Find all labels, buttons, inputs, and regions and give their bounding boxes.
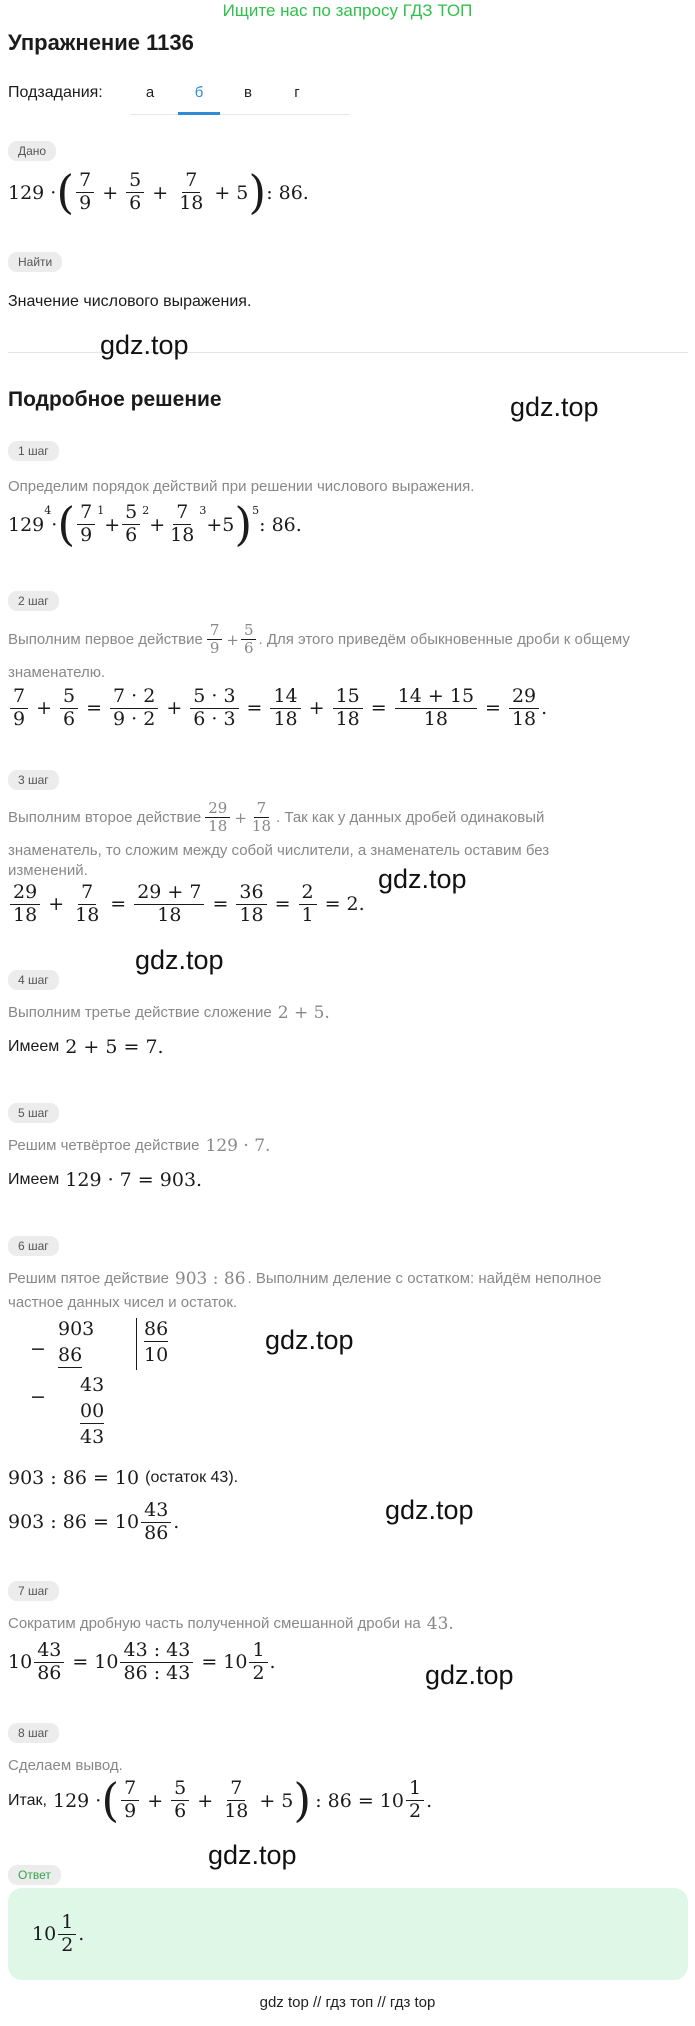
step-5-result-expr: 129 · 7 = 903.: [65, 1169, 203, 1191]
step-3-badge: 3 шаг: [8, 770, 59, 790]
step-4-result-word: Имеем: [8, 1038, 60, 1055]
answer-badge: Ответ: [8, 1865, 61, 1885]
step-2-text: Выполним первое действие $\frac{7}{9}$ + $\frac{5}{6}$ . Для этого приведём обыкновенные дроби к общему: [8, 621, 630, 658]
division-remainder-1: 43: [80, 1374, 105, 1396]
answer-value: 10 $\frac{1}{2}$ .: [32, 1911, 85, 1956]
watermark: gdz.top: [510, 392, 599, 422]
step-8-badge: 8 шаг: [8, 1723, 59, 1743]
division-subtract-1: 86: [58, 1344, 83, 1366]
tab-a[interactable]: а: [145, 84, 155, 101]
step-5-inline-expr: 129 · 7.: [205, 1136, 271, 1156]
answer-numerator: 1: [58, 1912, 76, 1935]
tab-v[interactable]: в: [244, 84, 252, 101]
page-title: Упражнение 1136: [8, 30, 194, 55]
division-quotient: 10: [144, 1344, 169, 1366]
step-3-text-b: . Так как у данных дробей одинаковый: [276, 808, 545, 826]
step-1-badge: 1 шаг: [8, 441, 59, 461]
watermark: gdz.top: [385, 1495, 474, 1525]
step-3-text-c: знаменатель, то сложим между собой числители, а знаменатель оставим без: [8, 842, 550, 859]
step-3-text-d: изменений.: [8, 862, 88, 879]
step-5-result: [8, 1169, 202, 1191]
step-5-text-a: Решим четвёртое действие: [8, 1137, 200, 1154]
long-division: − 903 86 86 10 − 43 00 43: [30, 1318, 169, 1448]
solution-title: Подробное решение: [8, 388, 222, 411]
step-4-text-a: Выполним третье действие сложение: [8, 1004, 272, 1021]
given-badge: Дано: [8, 141, 56, 161]
given-expression-end: : 86.: [266, 181, 309, 204]
step-8-result: Итак, 129 · ( $\frac{7}{9}$ + $\frac{5}{6}$ + $\frac{7}{18}$ + 5 ) : 86 = 10 $\frac{1}{2}$ .: [8, 1774, 433, 1827]
step-8-result-word: Итак,: [8, 1791, 47, 1809]
step-8-result-end: : 86 = 10: [315, 1789, 404, 1812]
step-6-line-1-note: (остаток 43).: [145, 1469, 239, 1486]
step-6-text-c: частное данных чисел и остаток.: [8, 1294, 238, 1311]
step-5-text: [8, 1133, 270, 1159]
search-banner[interactable]: Ищите нас по запросу ГДЗ ТОП: [222, 1, 473, 20]
tab-g[interactable]: г: [294, 84, 300, 101]
step-3-expression: $\frac{29}{18}$ + $\frac{7}{18}$ = $\frac{29 + 7}{18}$ = $\frac{36}{18}$ = $\frac{2}{1}$ = 2.: [8, 882, 365, 927]
step-1-expression: 129 4 · ( $\frac{7}{9}$ 1 + $\frac{5}{6}$ 2 + $\frac{7}{18}$ 3 + 5 ) 5 : 86.: [8, 498, 302, 551]
step-4-text: [8, 1000, 330, 1026]
step-6-text-a: Решим пятое действие: [8, 1270, 169, 1287]
step-5-result-word: Имеем: [8, 1171, 60, 1188]
answer-denominator: 2: [61, 1933, 74, 1956]
find-text: Значение числового выражения.: [8, 293, 252, 310]
step-2-text-c: знаменателю.: [8, 664, 106, 681]
step-4-badge: 4 шаг: [8, 970, 59, 990]
step-8-text: Сделаем вывод.: [8, 1757, 123, 1774]
division-divisor: 86: [144, 1318, 169, 1340]
step-7-text: [8, 1611, 454, 1637]
step-6-text-b: . Выполним деление с остатком: найдём неполное: [247, 1270, 602, 1287]
watermark: gdz.top: [208, 1840, 297, 1870]
find-badge: Найти: [8, 252, 62, 272]
step-4-result: [8, 1036, 164, 1058]
given-expression: 129 · ( $\frac{7}{9}$ + $\frac{5}{6}$ + $\frac{7}{18}$ + 5 ) : 86.: [8, 166, 309, 219]
watermark: gdz.top: [378, 864, 467, 894]
step-6-text: [8, 1266, 601, 1292]
watermark: gdz.top: [100, 330, 189, 360]
step-2-text-a: Выполним первое действие: [8, 630, 203, 648]
step-6-line-1: [8, 1467, 238, 1489]
watermark: gdz.top: [425, 1660, 514, 1690]
step-3-text-a: Выполним второе действие: [8, 808, 202, 826]
step-2-badge: 2 шаг: [8, 591, 59, 611]
step-6-line-2-prefix: 903 : 86 = 10: [8, 1511, 140, 1534]
step-3-text: Выполним второе действие $\frac{29}{18}$ + $\frac{7}{18}$ . Так как у данных дробей одинаковый: [8, 799, 545, 836]
step-2-text-b: . Для этого приведём обыкновенные дроби к общему: [258, 630, 630, 648]
active-tab-indicator: [178, 112, 220, 115]
step-6-badge: 6 шаг: [8, 1236, 59, 1256]
step-6-line-2: 903 : 86 = 10 $\frac{43}{86}$ .: [8, 1499, 180, 1544]
division-remainder-2: 43: [80, 1426, 105, 1448]
step-7-text-a: Сократим дробную часть полученной смешанной дроби на: [8, 1615, 421, 1632]
subtasks-label: Подзадания:: [8, 84, 103, 101]
step-4-inline-expr: 2 + 5.: [277, 1003, 330, 1023]
step-7-number: 43.: [426, 1614, 454, 1634]
step-1-text: Определим порядок действий при решении числового выражения.: [8, 478, 475, 495]
tab-b[interactable]: б: [194, 84, 204, 101]
step-4-result-expr: 2 + 5 = 7.: [65, 1036, 164, 1058]
step-7-badge: 7 шаг: [8, 1581, 59, 1601]
answer-whole: 10: [32, 1923, 57, 1946]
division-subtract-2: 00: [80, 1400, 105, 1422]
step-2-expression: $\frac{7}{9}$ + $\frac{5}{6}$ = $\frac{7 \cdot 2}{9 \cdot 2}$ + $\frac{5 \cdot 3}{6 \cdot 3}$ = $\frac{14}{18}$ + $\frac{15}{18}$ = $\frac{14 + 15}{18}$ = $\frac{29}{18}$ .: [8, 686, 547, 731]
watermark: gdz.top: [135, 945, 224, 975]
step-5-badge: 5 шаг: [8, 1103, 59, 1123]
step-7-expression: 10 $\frac{43}{86}$ = 10 $\frac{43 : 43}{86 : 43}$ = 10 $\frac{1}{2}$ .: [8, 1639, 276, 1684]
division-dividend: 903: [58, 1318, 95, 1340]
footer-links[interactable]: gdz top // гдз топ // гдз top: [259, 1994, 436, 2011]
tabs-baseline: [130, 114, 350, 115]
watermark: gdz.top: [265, 1325, 354, 1355]
step-6-line-1-expr: 903 : 86 = 10: [8, 1467, 140, 1489]
step-6-inline-expr: 903 : 86: [174, 1269, 246, 1289]
answer-box: [8, 1888, 688, 1980]
